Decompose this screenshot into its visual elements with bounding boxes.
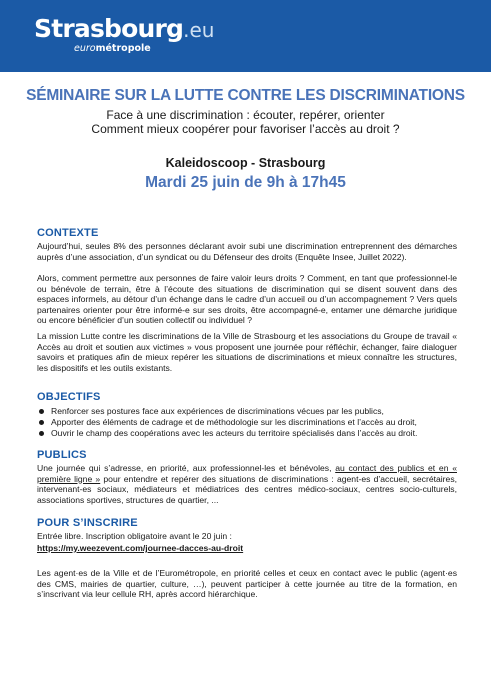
section-heading-inscrire: POUR S’INSCRIRE (37, 517, 138, 529)
header-banner (0, 0, 491, 72)
subtitle-line-2: Comment mieux coopérer pour favoriser l’accès au droit ? (91, 122, 400, 136)
logo-sub-bold: métropole (95, 43, 151, 54)
publics-paragraph (37, 463, 457, 505)
subtitle-line-1: Face à une discrimination : écouter, repérer, orienter (106, 108, 385, 122)
objectif-text: Renforcer ses postures face aux expériences de discriminations vécues par les publics, (51, 406, 384, 416)
list-item (37, 417, 467, 428)
section-heading-objectifs: OBJECTIFS (37, 391, 101, 403)
logo-suffix: .eu (183, 18, 215, 42)
logo-sub-prefix: euro (74, 43, 96, 54)
list-item (37, 428, 467, 439)
registration-link-wrapper (37, 543, 457, 554)
publics-text-before: Une journée qui s’adresse, en priorité, aux professionnel-les et bénévoles, (37, 463, 336, 473)
inscrire-paragraph-2: Les agent·es de la Ville et de l’Eurométropole, en priorité celles et ceux en contact avec le public (agent·es des CMS, mairies de quartier, culture, …), peuvent participer à cette journée au titre de la formation, en s’inscrivant via leur cellule RH, après accord hiérarchique. (37, 568, 457, 599)
logo-subtitle (74, 44, 151, 54)
contexte-paragraph-3: La mission Lutte contre les discriminations de la Ville de Strasbourg et les associations du Groupe de travail « Accès au droit et soutien aux victimes » vous proposent une journée pour réfléchir, échanger, faire dialoguer savoirs et pratiques afin de mieux repérer les situations de discriminations et mieux connaître les structures, les dispositifs et les outils existants. (37, 331, 457, 373)
contexte-paragraph-1: Aujourd’hui, seules 8% des personnes déclarant avoir subi une discrimination entreprennent des démarches auprès d’une association, d’un syndicat ou du Défenseur des droits (Enquête Insee, Juillet 2022). (37, 241, 457, 262)
event-venue: Kaleidoscoop - Strasbourg (165, 156, 326, 170)
bullet-icon (39, 420, 44, 425)
publics-text-after: pour entendre et repérer des situations de discriminations : agent-es d’accueil, secrétaires, intervenant-es sociaux, médiateurs et médiatrices des centres médico-sociaux, centres socio-culturels, associations sportives, structures de quartier, ... (37, 473, 458, 505)
page-title: SÉMINAIRE SUR LA LUTTE CONTRE LES DISCRIMINATIONS (26, 87, 465, 104)
bullet-icon (39, 409, 44, 414)
objectifs-list (37, 406, 467, 440)
publics-underlined-text: au contact des publics et en « première ligne » (37, 463, 457, 484)
logo-main-text: Strasbourg (34, 14, 184, 43)
strasbourg-logo[interactable] (34, 16, 214, 41)
objectif-text: Apporter des éléments de cadrage et de méthodologie sur les discriminations et l’accès au droit, (51, 417, 417, 428)
list-item (37, 406, 467, 417)
event-date: Mardi 25 juin de 9h à 17h45 (145, 174, 346, 191)
bullet-icon (39, 431, 44, 436)
objectif-text: Ouvrir le champ des coopérations avec les acteurs du territoire spécialisés dans l’accès au droit. (51, 428, 418, 439)
inscrire-line-1: Entrée libre. Inscription obligatoire avant le 20 juin : (37, 531, 232, 541)
registration-link[interactable]: https://my.weezevent.com/journee-dacces-au-droit (37, 543, 244, 553)
section-heading-publics: PUBLICS (37, 449, 87, 461)
section-heading-contexte: CONTEXTE (37, 227, 99, 239)
contexte-paragraph-2: Alors, comment permettre aux personnes de faire valoir leurs droits ? Comment, en tant que professionnel-le ou bénévole de terrain, être à l’écoute des situations de discrimination qui se disent souvent dans des espaces informels, au détour d’un échange dans le cadre d’un accueil ou d’un accompagnement ? Vers quels partenaires orienter pour être informé-e sur ses droits, être accompagné-e, entamer une démarche juridique ou encore bénéficier d’un soutien collectif ou individuel ? (37, 273, 457, 325)
